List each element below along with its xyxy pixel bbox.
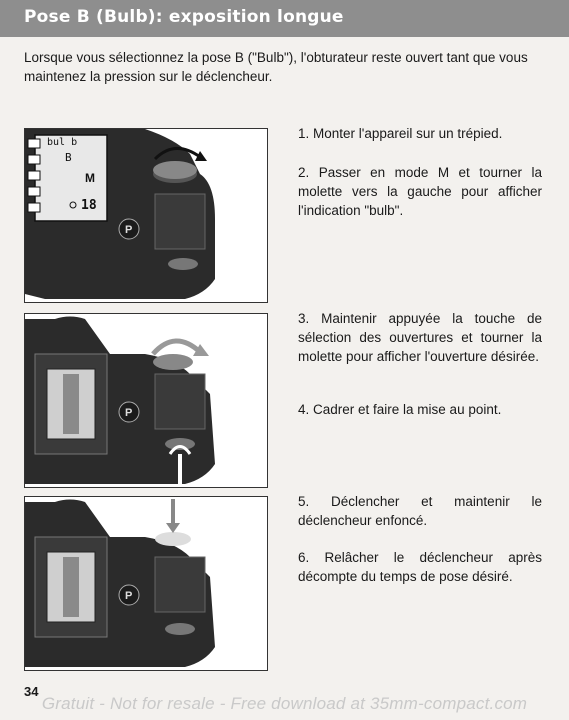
intro-paragraph: Lorsque vous sélectionnez la pose B ("Bulb"), l'obturateur reste ouvert tant que vous maintenez la pression sur le déclencheur. bbox=[24, 50, 528, 84]
lcd-aperture: 18 bbox=[81, 198, 97, 213]
step-4: 4. Cadrer et faire la mise au point. bbox=[298, 402, 502, 417]
step-1: 1. Monter l'appareil sur un trépied. bbox=[298, 126, 503, 141]
step-6: 6. Relâcher le déclencheur après décompte du temps de pose désiré. bbox=[298, 550, 542, 584]
camera-illustration-2 bbox=[24, 313, 268, 488]
step-5: 5. Déclencher et maintenir le déclencheur enfoncé. bbox=[298, 494, 542, 528]
svg-text:P: P bbox=[125, 590, 133, 602]
camera-illustration-3 bbox=[24, 496, 268, 671]
step-2: 2. Passer en mode M et tourner la molette vers la gauche pour afficher l'indication "bulb". bbox=[298, 165, 542, 218]
page-number: 34 bbox=[24, 684, 39, 699]
page-title: Pose B (Bulb): exposition longue bbox=[24, 7, 344, 27]
lcd-line-1: bul b bbox=[47, 137, 78, 148]
svg-text:P: P bbox=[125, 407, 133, 419]
svg-text:P: P bbox=[125, 224, 133, 236]
lcd-mode: M bbox=[85, 171, 95, 185]
step-3: 3. Maintenir appuyée la touche de sélection des ouvertures et tourner la molette pour afficher l'ouverture désirée. bbox=[298, 311, 542, 364]
watermark-footer: Gratuit - Not for resale - Free download at 35mm-compact.com bbox=[41, 694, 528, 713]
lcd-line-2: B bbox=[65, 151, 72, 164]
page-header-bar bbox=[0, 0, 569, 37]
camera-illustration-1 bbox=[24, 128, 268, 303]
